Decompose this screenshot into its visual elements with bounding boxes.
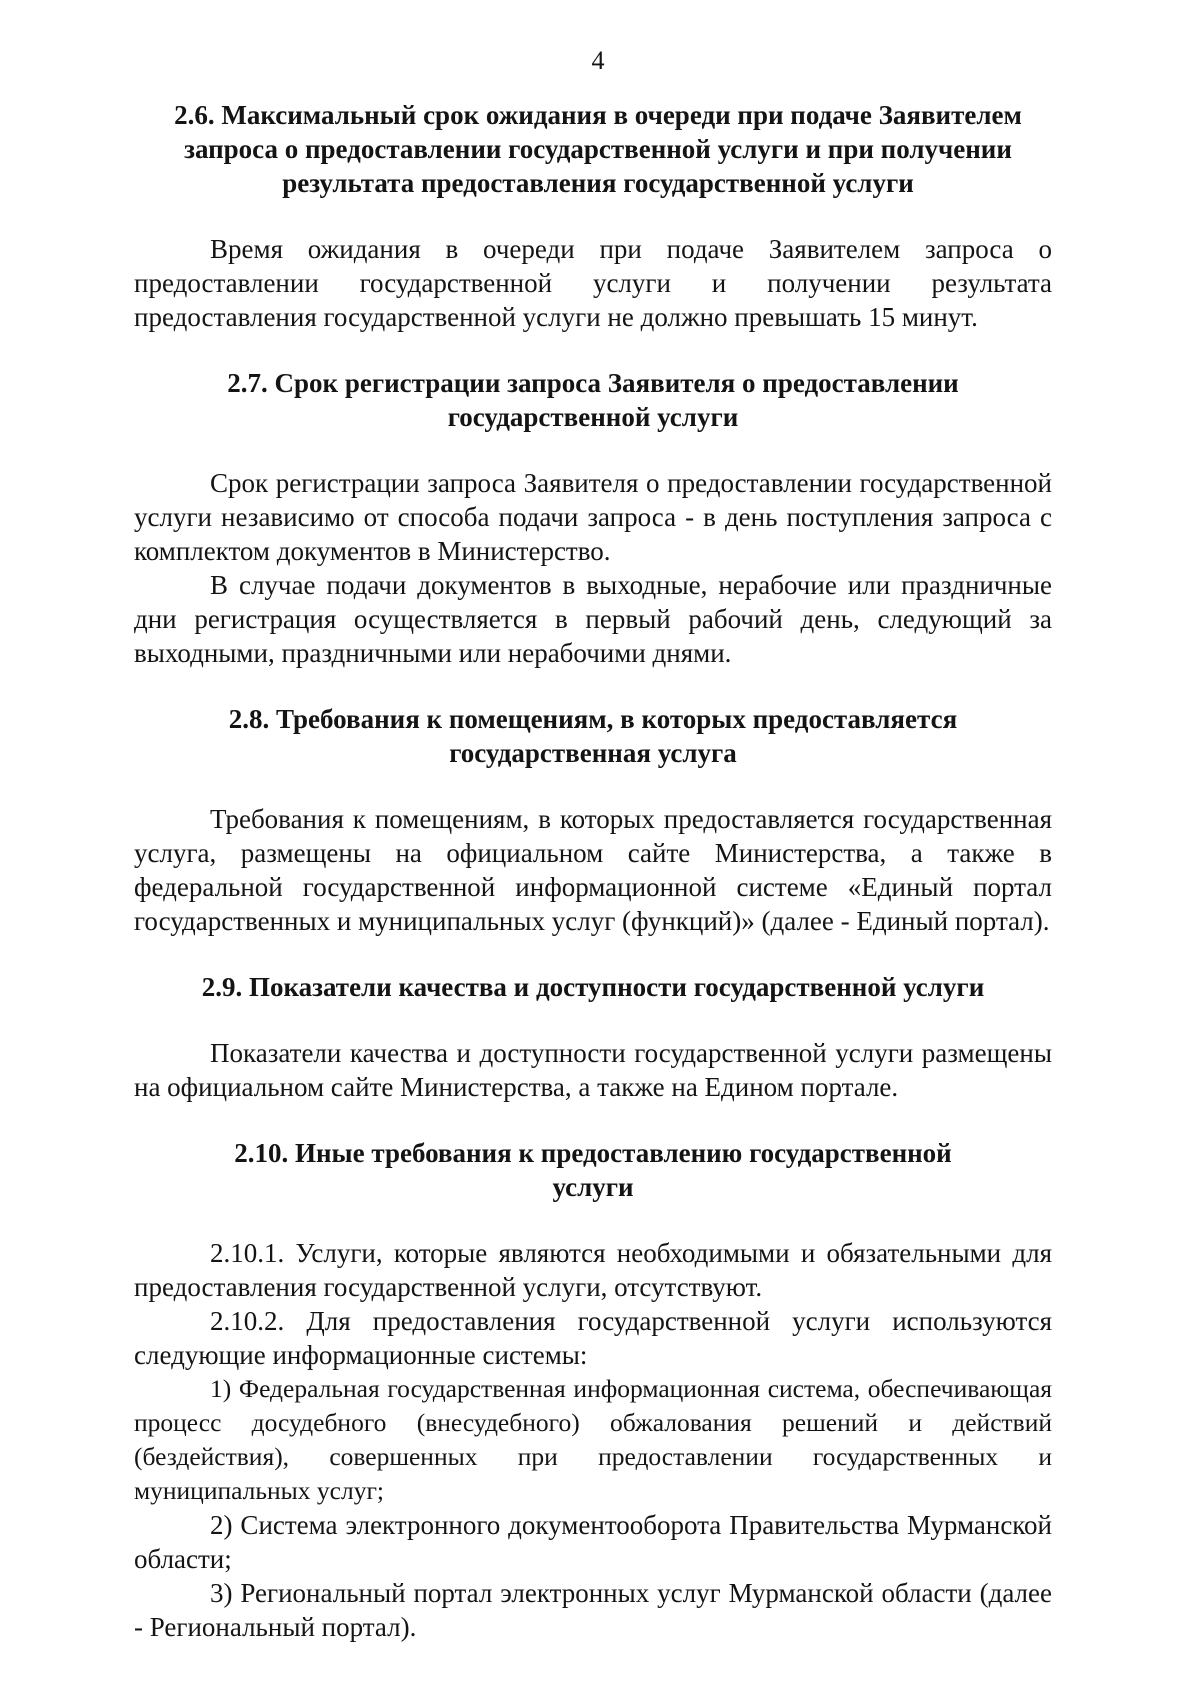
paragraph: 2.10.2. Для предоставления государственной услуги используются следующие информационные системы: <box>134 1306 1052 1370</box>
paragraph: В случае подачи документов в выходные, нерабочие или праздничные дни регистрация осуществляется в первый рабочий день, следующий за выходными, праздничными или нерабочими днями. <box>134 570 1052 668</box>
section-2-7 <box>134 366 1052 670</box>
section-2-8 <box>134 702 1052 938</box>
section-heading: 2.9. Показатели качества и доступности государственной услуги <box>201 972 985 1002</box>
paragraph: Срок регистрации запроса Заявителя о предоставлении государственной услуги независимо от способа подачи запроса - в день поступления запроса с комплектом документов в Министерство. <box>134 468 1052 566</box>
paragraph: Время ожидания в очереди при подаче Заявителем запроса о предоставлении государственной услуги и получении результата предоставления государственной услуги не должно превышать 15 минут. <box>134 234 1052 332</box>
paragraph: Требования к помещениям, в которых предоставляется государственная услуга, размещены на официальном сайте Министерства, а также в федеральной государственной информационной системе «Единый портал государственных и муниципальных услуг (функций)» (далее - Единый портал). <box>134 804 1052 936</box>
list-item: 2) Система электронного документооборота Правительства Мурманской области; <box>134 1510 1052 1574</box>
section-heading: 2.10. Иные требования к предоставлению государственной услуги <box>234 1138 952 1202</box>
section-heading: 2.7. Срок регистрации запроса Заявителя о предоставлении государственной услуги <box>227 368 959 432</box>
paragraph: 2.10.1. Услуги, которые являются необходимыми и обязательными для предоставления государственной услуги, отсутствуют. <box>134 1238 1052 1302</box>
section-2-6 <box>134 98 1052 334</box>
list-item: 3) Региональный портал электронных услуг Мурманской области (далее - Региональный портал). <box>134 1578 1052 1642</box>
paragraph: Показатели качества и доступности государственной услуги размещены на официальном сайте Министерства, а также на Едином портале. <box>134 1038 1052 1102</box>
section-2-9 <box>134 970 1052 1104</box>
section-heading: 2.6. Максимальный срок ожидания в очереди при подаче Заявителем запроса о предоставлении государственной услуги и при получении результата предоставления государственной услуги <box>174 100 1022 198</box>
section-heading: 2.8. Требования к помещениям, в которых предоставляется государственная услуга <box>228 704 958 768</box>
list-item: 1) Федеральная государственная информационная система, обеспечивающая процесс досудебного (внесудебного) обжалования решений и действий (бездействия), совершенных при предоставлении государственных и муниципальных услуг; <box>134 1374 1052 1505</box>
section-2-10 <box>134 1136 1052 1644</box>
page-number: 4 <box>591 46 605 75</box>
